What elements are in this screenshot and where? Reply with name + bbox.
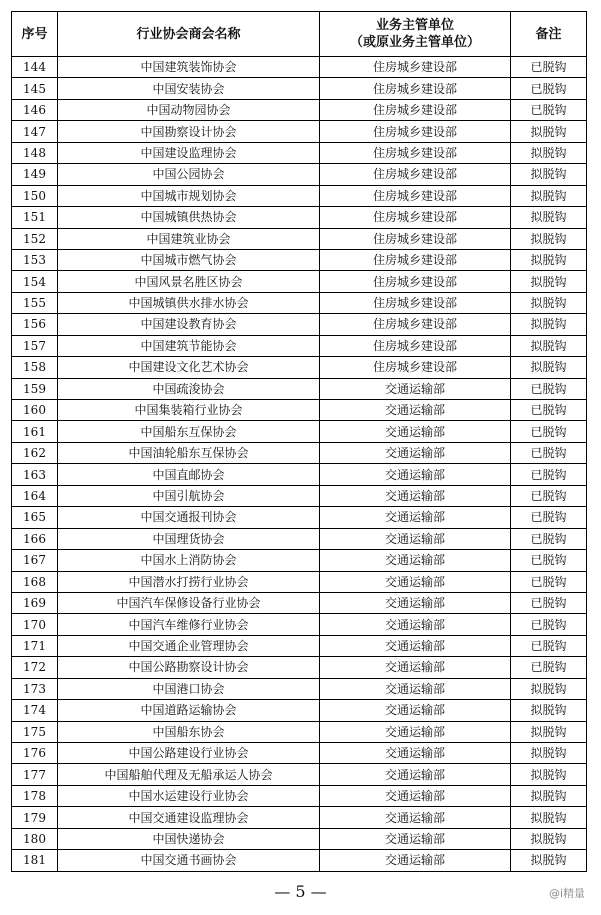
table-row xyxy=(12,571,587,592)
cell-dept: 交通运输部 xyxy=(320,400,511,421)
cell-dept: 交通运输部 xyxy=(320,657,511,678)
cell-dept: 交通运输部 xyxy=(320,550,511,571)
cell-no: 178 xyxy=(12,785,58,806)
cell-note: 已脱钩 xyxy=(511,378,587,399)
cell-name: 中国水运建设行业协会 xyxy=(58,785,320,806)
table-row xyxy=(12,635,587,656)
table-row xyxy=(12,164,587,185)
cell-no: 150 xyxy=(12,185,58,206)
table-row xyxy=(12,550,587,571)
cell-note: 拟脱钩 xyxy=(511,249,587,270)
cell-note: 拟脱钩 xyxy=(511,785,587,806)
table-row xyxy=(12,442,587,463)
cell-note: 已脱钩 xyxy=(511,571,587,592)
cell-name: 中国疏浚协会 xyxy=(58,378,320,399)
cell-dept: 交通运输部 xyxy=(320,721,511,742)
cell-note: 拟脱钩 xyxy=(511,764,587,785)
table-row xyxy=(12,400,587,421)
cell-no: 151 xyxy=(12,207,58,228)
cell-no: 147 xyxy=(12,121,58,142)
cell-name: 中国勘察设计协会 xyxy=(58,121,320,142)
cell-name: 中国城镇供热协会 xyxy=(58,207,320,228)
cell-note: 拟脱钩 xyxy=(511,828,587,849)
cell-dept: 住房城乡建设部 xyxy=(320,185,511,206)
cell-no: 165 xyxy=(12,507,58,528)
cell-no: 161 xyxy=(12,421,58,442)
cell-dept: 交通运输部 xyxy=(320,528,511,549)
cell-name: 中国潜水打捞行业协会 xyxy=(58,571,320,592)
cell-no: 170 xyxy=(12,614,58,635)
table-row xyxy=(12,142,587,163)
cell-name: 中国船东协会 xyxy=(58,721,320,742)
cell-name: 中国船舶代理及无船承运人协会 xyxy=(58,764,320,785)
cell-name: 中国风景名胜区协会 xyxy=(58,271,320,292)
cell-no: 181 xyxy=(12,850,58,871)
cell-name: 中国城市规划协会 xyxy=(58,185,320,206)
cell-no: 144 xyxy=(12,57,58,78)
cell-note: 已脱钩 xyxy=(511,507,587,528)
cell-note: 拟脱钩 xyxy=(511,207,587,228)
table-row xyxy=(12,335,587,356)
cell-name: 中国交通报刊协会 xyxy=(58,507,320,528)
cell-note: 拟脱钩 xyxy=(511,271,587,292)
header-dept xyxy=(320,12,511,57)
cell-no: 169 xyxy=(12,592,58,613)
cell-no: 153 xyxy=(12,249,58,270)
cell-name: 中国汽车保修设备行业协会 xyxy=(58,592,320,613)
cell-dept: 住房城乡建设部 xyxy=(320,164,511,185)
cell-dept: 交通运输部 xyxy=(320,785,511,806)
cell-name: 中国建筑装饰协会 xyxy=(58,57,320,78)
cell-no: 156 xyxy=(12,314,58,335)
cell-name: 中国船东互保协会 xyxy=(58,421,320,442)
table-row xyxy=(12,228,587,249)
cell-note: 拟脱钩 xyxy=(511,121,587,142)
table-row xyxy=(12,78,587,99)
table-row xyxy=(12,721,587,742)
cell-note: 拟脱钩 xyxy=(511,292,587,313)
table-row xyxy=(12,271,587,292)
cell-note: 拟脱钩 xyxy=(511,164,587,185)
table-row xyxy=(12,207,587,228)
cell-dept: 交通运输部 xyxy=(320,421,511,442)
cell-dept: 交通运输部 xyxy=(320,635,511,656)
cell-note: 已脱钩 xyxy=(511,99,587,120)
table-row xyxy=(12,700,587,721)
cell-no: 148 xyxy=(12,142,58,163)
cell-dept: 交通运输部 xyxy=(320,764,511,785)
cell-name: 中国城镇供水排水协会 xyxy=(58,292,320,313)
cell-dept: 住房城乡建设部 xyxy=(320,357,511,378)
cell-no: 160 xyxy=(12,400,58,421)
cell-no: 180 xyxy=(12,828,58,849)
table-row xyxy=(12,507,587,528)
cell-name: 中国快递协会 xyxy=(58,828,320,849)
cell-dept: 交通运输部 xyxy=(320,807,511,828)
cell-dept: 交通运输部 xyxy=(320,464,511,485)
cell-no: 159 xyxy=(12,378,58,399)
cell-note: 已脱钩 xyxy=(511,528,587,549)
cell-dept: 交通运输部 xyxy=(320,571,511,592)
cell-dept: 住房城乡建设部 xyxy=(320,314,511,335)
cell-name: 中国油轮船东互保协会 xyxy=(58,442,320,463)
cell-dept: 交通运输部 xyxy=(320,700,511,721)
cell-no: 176 xyxy=(12,743,58,764)
table-row xyxy=(12,678,587,699)
cell-name: 中国交通书画协会 xyxy=(58,850,320,871)
cell-no: 177 xyxy=(12,764,58,785)
cell-dept: 交通运输部 xyxy=(320,378,511,399)
table-row xyxy=(12,657,587,678)
cell-dept: 交通运输部 xyxy=(320,507,511,528)
cell-dept: 住房城乡建设部 xyxy=(320,207,511,228)
cell-no: 174 xyxy=(12,700,58,721)
cell-dept: 住房城乡建设部 xyxy=(320,57,511,78)
header-dept-line2: （或原业务主管单位） xyxy=(349,35,480,50)
table-row xyxy=(12,185,587,206)
cell-no: 149 xyxy=(12,164,58,185)
cell-name: 中国建筑业协会 xyxy=(58,228,320,249)
cell-no: 179 xyxy=(12,807,58,828)
cell-no: 171 xyxy=(12,635,58,656)
cell-dept: 住房城乡建设部 xyxy=(320,78,511,99)
cell-name: 中国港口协会 xyxy=(58,678,320,699)
cell-name: 中国理货协会 xyxy=(58,528,320,549)
cell-name: 中国公路勘察设计协会 xyxy=(58,657,320,678)
cell-note: 已脱钩 xyxy=(511,464,587,485)
table-row xyxy=(12,785,587,806)
cell-dept: 交通运输部 xyxy=(320,828,511,849)
table-row xyxy=(12,99,587,120)
cell-no: 167 xyxy=(12,550,58,571)
cell-note: 拟脱钩 xyxy=(511,357,587,378)
header-dept-line1: 业务主管单位 xyxy=(375,18,454,33)
table-header-row xyxy=(12,12,587,57)
table-row xyxy=(12,592,587,613)
table-row xyxy=(12,485,587,506)
cell-name: 中国建筑节能协会 xyxy=(58,335,320,356)
cell-name: 中国城市燃气协会 xyxy=(58,249,320,270)
cell-note: 已脱钩 xyxy=(511,614,587,635)
cell-name: 中国动物园协会 xyxy=(58,99,320,120)
cell-dept: 交通运输部 xyxy=(320,743,511,764)
cell-name: 中国建设教育协会 xyxy=(58,314,320,335)
cell-name: 中国引航协会 xyxy=(58,485,320,506)
cell-no: 166 xyxy=(12,528,58,549)
cell-note: 拟脱钩 xyxy=(511,185,587,206)
cell-no: 152 xyxy=(12,228,58,249)
cell-note: 已脱钩 xyxy=(511,442,587,463)
table-row xyxy=(12,743,587,764)
cell-name: 中国安装协会 xyxy=(58,78,320,99)
cell-note: 拟脱钩 xyxy=(511,850,587,871)
cell-no: 158 xyxy=(12,357,58,378)
cell-dept: 住房城乡建设部 xyxy=(320,335,511,356)
cell-note: 已脱钩 xyxy=(511,592,587,613)
cell-dept: 交通运输部 xyxy=(320,614,511,635)
cell-name: 中国交通建设监理协会 xyxy=(58,807,320,828)
cell-dept: 交通运输部 xyxy=(320,442,511,463)
cell-no: 154 xyxy=(12,271,58,292)
cell-note: 已脱钩 xyxy=(511,78,587,99)
cell-note: 拟脱钩 xyxy=(511,721,587,742)
cell-no: 175 xyxy=(12,721,58,742)
cell-dept: 住房城乡建设部 xyxy=(320,121,511,142)
table-row xyxy=(12,121,587,142)
cell-note: 已脱钩 xyxy=(511,57,587,78)
cell-note: 拟脱钩 xyxy=(511,700,587,721)
table-row xyxy=(12,614,587,635)
table-row xyxy=(12,421,587,442)
cell-note: 拟脱钩 xyxy=(511,335,587,356)
cell-note: 拟脱钩 xyxy=(511,678,587,699)
cell-dept: 住房城乡建设部 xyxy=(320,142,511,163)
cell-note: 已脱钩 xyxy=(511,400,587,421)
cell-note: 拟脱钩 xyxy=(511,142,587,163)
page-number: — 5 — xyxy=(274,882,327,901)
table-row xyxy=(12,850,587,871)
table-row xyxy=(12,528,587,549)
header-no: 序号 xyxy=(12,12,58,57)
cell-note: 已脱钩 xyxy=(511,485,587,506)
table-body xyxy=(12,57,587,872)
cell-note: 拟脱钩 xyxy=(511,228,587,249)
cell-note: 已脱钩 xyxy=(511,550,587,571)
watermark: @i精量 xyxy=(548,887,585,900)
table-row xyxy=(12,378,587,399)
cell-name: 中国交通企业管理协会 xyxy=(58,635,320,656)
cell-note: 拟脱钩 xyxy=(511,743,587,764)
cell-dept: 住房城乡建设部 xyxy=(320,228,511,249)
cell-name: 中国集装箱行业协会 xyxy=(58,400,320,421)
cell-name: 中国汽车维修行业协会 xyxy=(58,614,320,635)
cell-dept: 交通运输部 xyxy=(320,678,511,699)
association-table xyxy=(11,11,587,872)
cell-no: 162 xyxy=(12,442,58,463)
cell-name: 中国水上消防协会 xyxy=(58,550,320,571)
cell-name: 中国直邮协会 xyxy=(58,464,320,485)
cell-dept: 住房城乡建设部 xyxy=(320,271,511,292)
cell-dept: 交通运输部 xyxy=(320,592,511,613)
table-row xyxy=(12,464,587,485)
cell-no: 146 xyxy=(12,99,58,120)
cell-dept: 住房城乡建设部 xyxy=(320,249,511,270)
cell-no: 155 xyxy=(12,292,58,313)
cell-no: 164 xyxy=(12,485,58,506)
cell-dept: 交通运输部 xyxy=(320,485,511,506)
table-row xyxy=(12,828,587,849)
cell-dept: 交通运输部 xyxy=(320,850,511,871)
cell-dept: 住房城乡建设部 xyxy=(320,99,511,120)
cell-note: 拟脱钩 xyxy=(511,807,587,828)
table-row xyxy=(12,764,587,785)
cell-name: 中国道路运输协会 xyxy=(58,700,320,721)
cell-name: 中国公路建设行业协会 xyxy=(58,743,320,764)
cell-no: 168 xyxy=(12,571,58,592)
cell-note: 已脱钩 xyxy=(511,635,587,656)
cell-note: 已脱钩 xyxy=(511,421,587,442)
table-row xyxy=(12,249,587,270)
table-row xyxy=(12,57,587,78)
table-row xyxy=(12,807,587,828)
table-row xyxy=(12,357,587,378)
cell-note: 已脱钩 xyxy=(511,657,587,678)
cell-dept: 住房城乡建设部 xyxy=(320,292,511,313)
cell-name: 中国建设监理协会 xyxy=(58,142,320,163)
header-name: 行业协会商会名称 xyxy=(58,12,320,57)
cell-note: 拟脱钩 xyxy=(511,314,587,335)
header-note: 备注 xyxy=(511,12,587,57)
cell-no: 157 xyxy=(12,335,58,356)
cell-name: 中国建设文化艺术协会 xyxy=(58,357,320,378)
cell-no: 163 xyxy=(12,464,58,485)
cell-name: 中国公园协会 xyxy=(58,164,320,185)
cell-no: 172 xyxy=(12,657,58,678)
table-row xyxy=(12,314,587,335)
cell-no: 173 xyxy=(12,678,58,699)
table-row xyxy=(12,292,587,313)
cell-no: 145 xyxy=(12,78,58,99)
